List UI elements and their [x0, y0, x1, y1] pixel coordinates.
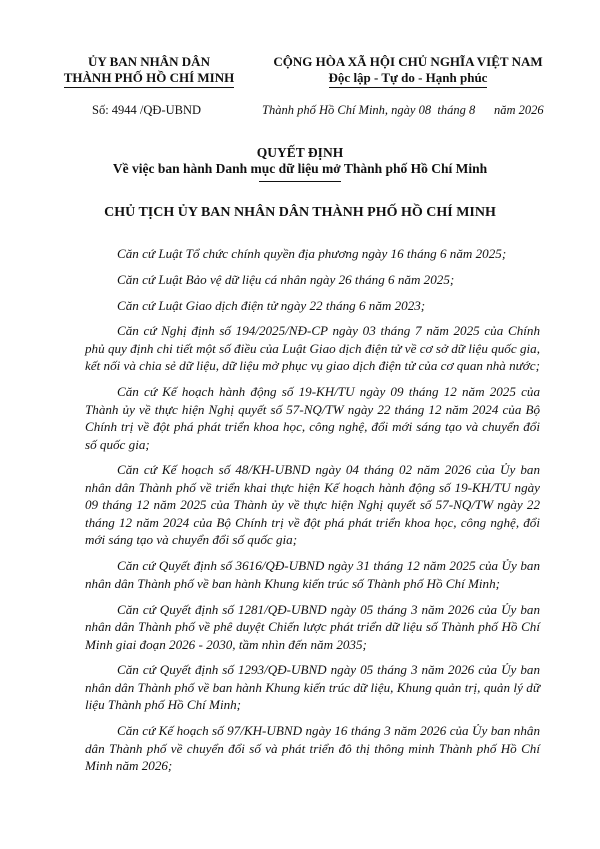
legal-basis-paragraph: Căn cứ Quyết định số 3616/QĐ-UBND ngày 31 tháng 12 năm 2025 của Ủy ban nhân dân Thành phố về ban hành Khung kiến trúc số Thành phố Hồ Chí Minh; — [85, 558, 540, 591]
document-subject: Về việc ban hành Danh mục dữ liệu mở Thành phố Hồ Chí Minh — [112, 161, 488, 176]
legal-basis-paragraph: Căn cứ Quyết định số 1293/QĐ-UBND ngày 05 tháng 3 năm 2026 của Ủy ban nhân dân Thành phố về ban hành Khung kiến trúc dữ liệu, Khung quản trị, quản lý dữ liệu Thành phố Hồ Chí Minh; — [85, 662, 540, 713]
legal-basis-paragraph: Căn cứ Quyết định số 1281/QĐ-UBND ngày 05 tháng 3 năm 2026 của Ủy ban nhân dân Thành phố về phê duyệt Chiến lược phát triển dữ liệu số Thành phố Hồ Chí Minh giai đoạn 2026 - 2030, tầm nhìn đến năm 2035; — [85, 601, 540, 652]
legal-basis-paragraph: Căn cứ Kế hoạch hành động số 19-KH/TU ngày 09 tháng 12 năm 2025 của Thành ủy về thực hiện Nghị quyết số 57-NQ/TW ngày 22 tháng 12 năm 2024 của Bộ Chính trị về đột phá phát triển khoa học, công nghệ, đổi mới sáng tạo và chuyển đổi số quốc gia; — [85, 384, 540, 452]
legal-basis-paragraph: Căn cứ Luật Giao dịch điện tử ngày 22 tháng 6 năm 2023; — [117, 297, 426, 313]
subject-underline — [259, 181, 341, 182]
national-name: CỘNG HÒA XÃ HỘI CHỦ NGHĨA VIỆT NAM — [273, 54, 543, 69]
document-number: Số: 4944 /QĐ-UBND — [92, 103, 202, 117]
legal-basis-paragraph: Căn cứ Luật Bảo vệ dữ liệu cá nhân ngày 26 tháng 6 năm 2025; — [117, 271, 455, 287]
legal-basis — [85, 245, 540, 783]
issuer-heading: CHỦ TỊCH ỦY BAN NHÂN DÂN THÀNH PHỐ HỒ CHÍ MINH — [104, 205, 496, 220]
legal-basis-paragraph: Căn cứ Kế hoạch số 97/KH-UBND ngày 16 tháng 3 năm 2026 của Ủy ban nhân dân Thành phố về chuyển đổi số và phát triển đô thị thông minh Thành phố Hồ Chí Minh năm 2026; — [85, 723, 540, 774]
agency-line-2: THÀNH PHỐ HỒ CHÍ MINH — [64, 70, 234, 88]
agency-line-1: ỦY BAN NHÂN DÂN — [88, 54, 210, 69]
place-date: Thành phố Hồ Chí Minh, ngày 08 tháng 8 năm 2026 — [262, 103, 544, 117]
legal-basis-paragraph: Căn cứ Kế hoạch số 48/KH-UBND ngày 04 tháng 02 năm 2026 của Ủy ban nhân dân Thành phố về triển khai thực hiện Kế hoạch hành động số 19-KH/TU ngày 09 tháng 12 năm 2025 của Thành ủy về thực hiện Nghị quyết số 57-NQ/TW ngày 22 tháng 12 năm 2024 của Bộ Chính trị về đột phá phát triển khoa học, công nghệ, đổi mới sáng tạo và chuyển đổi số quốc gia; — [85, 462, 540, 548]
legal-basis-paragraph: Căn cứ Nghị định số 194/2025/NĐ-CP ngày 03 tháng 7 năm 2025 của Chính phủ quy định chi tiết một số điều của Luật Giao dịch điện tử về cơ sở dữ liệu quốc gia, kết nối và chia sẻ dữ liệu, dữ liệu mở phục vụ giao dịch điện tử của cơ quan nhà nước; — [85, 323, 540, 374]
motto: Độc lập - Tự do - Hạnh phúc — [329, 70, 488, 88]
document-title: QUYẾT ĐỊNH — [256, 145, 344, 160]
issuing-agency-block — [60, 54, 238, 88]
legal-basis-paragraph: Căn cứ Luật Tổ chức chính quyền địa phương ngày 16 tháng 6 năm 2025; — [117, 246, 507, 261]
national-motto-block — [258, 54, 558, 88]
